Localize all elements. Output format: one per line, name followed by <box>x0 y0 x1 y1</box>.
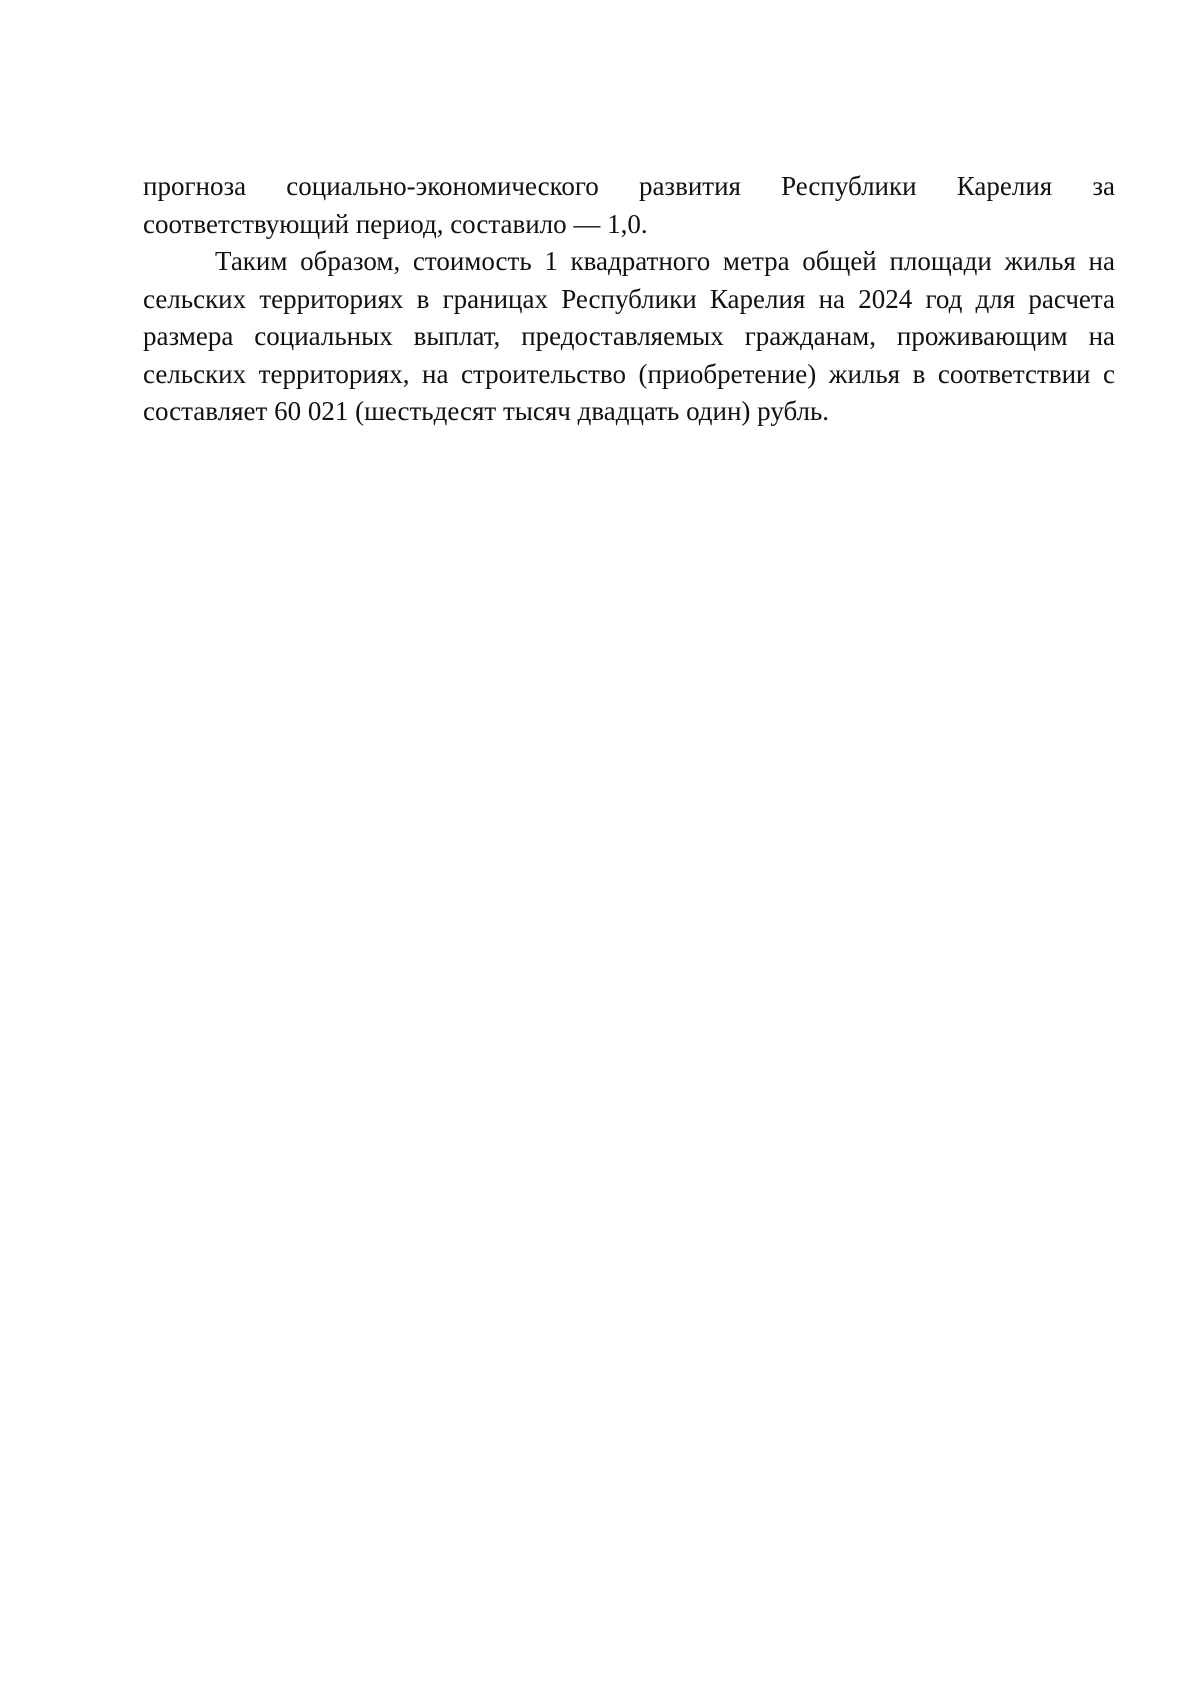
document-body <box>143 168 1115 431</box>
text-line: сельских территориях, на строительство (приобретение) жилья в соответствии с <box>143 358 1115 389</box>
text-line: Таким образом, стоимость 1 квадратного метра общей площади жилья на <box>215 246 1115 276</box>
text-line: сельских территориях в границах Республики Карелия на 2024 год для расчета <box>143 283 1115 314</box>
text-line: размера социальных выплат, предоставляемых гражданам, проживающим на <box>143 321 1115 351</box>
text-line: прогноза социально-экономического развития Республики Карелия за <box>143 171 1115 201</box>
text-line: соответствующий период, составило — 1,0. <box>143 208 648 239</box>
paragraph-conclusion <box>143 243 1115 431</box>
paragraph-continuation <box>143 168 1115 243</box>
text-line: составляет 60 021 (шестьдесят тысяч двадцать один) рубль. <box>143 396 830 426</box>
